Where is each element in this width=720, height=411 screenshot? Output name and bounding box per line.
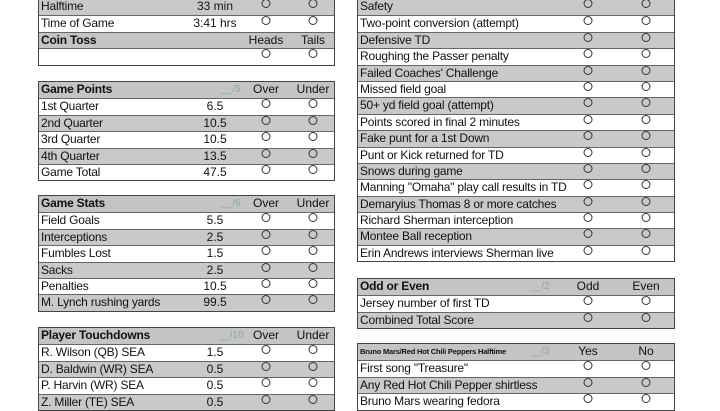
radio-option[interactable] (642, 98, 651, 107)
table-row (358, 163, 674, 179)
radio-option[interactable] (642, 229, 651, 238)
radio-option[interactable] (584, 16, 593, 25)
radio-option[interactable] (642, 213, 651, 222)
column-header: Over (252, 82, 280, 96)
row-label: Points scored in final 2 minutes (360, 114, 520, 129)
column-header: Odd (576, 279, 600, 293)
score-count: __/5 (221, 84, 241, 95)
row-label: Roughing the Passer penalty (360, 49, 509, 64)
radio-option[interactable] (262, 246, 271, 255)
table-row (358, 228, 674, 244)
row-label: Richard Sherman interception (360, 213, 514, 228)
row-value: 10.5 (203, 132, 227, 147)
table-row (39, 262, 334, 278)
row-value: 6.5 (206, 99, 224, 114)
radio-option[interactable] (642, 164, 651, 173)
row-label: Sacks (41, 262, 73, 277)
radio-option[interactable] (642, 16, 651, 25)
row-label: Game Total (41, 164, 101, 179)
radio-option[interactable] (262, 165, 271, 174)
row-label: Bruno Mars wearing fedora (360, 394, 500, 409)
row-label: Fake punt for a 1st Down (360, 131, 490, 146)
radio-option[interactable] (584, 296, 593, 305)
radio-option[interactable] (642, 66, 651, 75)
row-label: M. Lynch rushing yards (41, 295, 161, 310)
row-value: 3:41 hrs (193, 16, 237, 31)
radio-option[interactable] (262, 345, 271, 354)
table-row (358, 212, 674, 228)
radio-option[interactable] (642, 197, 651, 206)
radio-option[interactable] (262, 49, 271, 58)
table-row (358, 114, 674, 130)
section-title: Game Points (41, 82, 113, 96)
table-row (358, 0, 674, 15)
table-row (358, 179, 674, 195)
table-row (39, 164, 334, 180)
radio-option[interactable] (584, 361, 593, 370)
column-header: Tails (300, 32, 326, 47)
column-header: Under (296, 328, 330, 342)
radio-option[interactable] (309, 49, 318, 58)
radio-option[interactable] (309, 230, 318, 239)
table-header (358, 279, 674, 295)
radio-option[interactable] (642, 378, 651, 387)
section-title: Game Stats (41, 196, 106, 210)
table-row (39, 229, 334, 245)
radio-option[interactable] (262, 395, 271, 404)
table-row (39, 0, 334, 15)
radio-option[interactable] (584, 131, 593, 140)
row-label: Fumbles Lost (41, 246, 111, 261)
row-label: D. Baldwin (WR) SEA (41, 361, 154, 376)
radio-option[interactable] (262, 362, 271, 371)
radio-option[interactable] (262, 295, 271, 304)
score-count: __/10 (218, 330, 244, 341)
row-label: Defensive TD (360, 32, 431, 47)
score-count: __/3 (530, 346, 550, 357)
row-label: Z. Miller (TE) SEA (41, 394, 135, 409)
table-row (39, 48, 334, 64)
column-header: Over (252, 196, 280, 210)
radio-option[interactable] (262, 132, 271, 141)
radio-option[interactable] (309, 279, 318, 288)
radio-option[interactable] (642, 131, 651, 140)
radio-option[interactable] (309, 246, 318, 255)
radio-option[interactable] (642, 33, 651, 42)
score-count: __/2 (530, 281, 550, 292)
radio-option[interactable] (262, 99, 271, 108)
radio-option[interactable] (584, 313, 593, 322)
radio-option[interactable] (309, 362, 318, 371)
table-row (358, 360, 674, 376)
radio-option[interactable] (309, 395, 318, 404)
table-props (357, 0, 675, 262)
radio-option[interactable] (262, 116, 271, 125)
table-row (39, 344, 334, 360)
radio-option[interactable] (584, 98, 593, 107)
score-count: __/6 (221, 198, 241, 209)
row-label: Erin Andrews interviews Sherman live (360, 245, 554, 260)
row-value: 0.5 (206, 378, 224, 393)
radio-option[interactable] (584, 229, 593, 238)
radio-option[interactable] (262, 0, 271, 8)
section-title: Bruno Mars/Red Hot Chili Peppers Halftime (360, 347, 506, 356)
table-misc (38, 0, 335, 66)
table-row (39, 245, 334, 261)
row-label: Jersey number of first TD (360, 296, 490, 311)
column-header: Yes (578, 344, 598, 358)
row-label: R. Wilson (QB) SEA (41, 345, 145, 360)
radio-option[interactable] (309, 149, 318, 158)
row-value: 0.5 (206, 361, 224, 376)
table-header (358, 344, 674, 360)
table-row (39, 98, 334, 114)
column-header: Under (296, 82, 330, 96)
radio-option[interactable] (262, 213, 271, 222)
row-label: Demaryius Thomas 8 or more catches (360, 196, 557, 211)
section-title: Coin Toss (41, 32, 97, 47)
table-row (358, 393, 674, 409)
radio-option[interactable] (309, 116, 318, 125)
radio-option[interactable] (642, 148, 651, 157)
row-value: 99.5 (203, 295, 227, 310)
row-label: 3rd Quarter (41, 132, 101, 147)
radio-option[interactable] (642, 296, 651, 305)
radio-option[interactable] (309, 16, 318, 25)
table-row (358, 245, 674, 261)
radio-option[interactable] (262, 263, 271, 272)
table-row (39, 394, 334, 410)
radio-option[interactable] (642, 394, 651, 403)
row-value: 47.5 (203, 164, 227, 179)
table-game-stats (38, 195, 335, 312)
table-row (39, 131, 334, 147)
radio-option[interactable] (584, 394, 593, 403)
table-row (39, 15, 334, 31)
table-row (39, 212, 334, 228)
row-label: 4th Quarter (41, 148, 100, 163)
row-label: Punt or Kick returned for TD (360, 147, 504, 162)
row-label: Two-point conversion (attempt) (360, 16, 519, 31)
radio-option[interactable] (584, 115, 593, 124)
row-value: 2.5 (206, 229, 224, 244)
row-label: Penalties (41, 278, 89, 293)
table-header (39, 328, 334, 344)
table-row (358, 32, 674, 48)
table-header (39, 196, 334, 212)
table-row (358, 295, 674, 311)
column-header: Even (632, 279, 660, 293)
radio-option[interactable] (309, 345, 318, 354)
row-label: Failed Coaches' Challenge (360, 65, 499, 80)
row-value: 33 min (196, 0, 234, 13)
row-label: Halftime (41, 0, 84, 13)
row-value: 5.5 (206, 213, 224, 228)
row-label: First song "Treasure" (360, 361, 468, 376)
table-row (358, 65, 674, 81)
table-game-points (38, 81, 335, 181)
column-header: Under (296, 196, 330, 210)
column-header: Over (252, 328, 280, 342)
radio-option[interactable] (642, 246, 651, 255)
row-value: 2.5 (206, 262, 224, 277)
table-header (39, 82, 334, 98)
radio-option[interactable] (262, 149, 271, 158)
radio-option[interactable] (642, 49, 651, 58)
row-label: 50+ yd field goal (attempt) (360, 98, 494, 113)
radio-option[interactable] (309, 99, 318, 108)
table-row (358, 48, 674, 64)
radio-option[interactable] (309, 378, 318, 387)
table-row (358, 130, 674, 146)
table-row (358, 81, 674, 97)
radio-option[interactable] (309, 0, 318, 8)
table-row (39, 377, 334, 393)
radio-option[interactable] (262, 279, 271, 288)
table-row (39, 361, 334, 377)
table-header (39, 32, 334, 48)
row-value: 0.5 (206, 394, 224, 409)
row-label: Any Red Hot Chili Pepper shirtless (360, 377, 538, 392)
radio-option[interactable] (584, 148, 593, 157)
table-row (39, 294, 334, 310)
row-label: Combined Total Score (360, 312, 474, 327)
section-title: Player Touchdowns (41, 328, 151, 342)
radio-option[interactable] (642, 180, 651, 189)
row-value: 1.5 (206, 246, 224, 261)
radio-option[interactable] (584, 197, 593, 206)
radio-option[interactable] (642, 115, 651, 124)
column-header: Heads (248, 32, 284, 47)
radio-option[interactable] (309, 213, 318, 222)
radio-option[interactable] (309, 132, 318, 141)
radio-option[interactable] (584, 82, 593, 91)
radio-option[interactable] (584, 164, 593, 173)
table-row (358, 15, 674, 31)
row-label: Manning "Omaha" play call results in TD (360, 180, 567, 195)
radio-option[interactable] (262, 378, 271, 387)
table-row (358, 147, 674, 163)
table-row (358, 377, 674, 393)
table-halftime-show (357, 343, 675, 411)
radio-option[interactable] (584, 66, 593, 75)
radio-option[interactable] (642, 313, 651, 322)
row-value: 13.5 (203, 148, 227, 163)
row-label: 1st Quarter (41, 99, 99, 114)
radio-option[interactable] (584, 180, 593, 189)
radio-option[interactable] (642, 82, 651, 91)
row-label: Montee Ball reception (360, 229, 472, 244)
table-row (358, 196, 674, 212)
radio-option[interactable] (309, 165, 318, 174)
section-title: Odd or Even (360, 279, 430, 293)
radio-option[interactable] (584, 246, 593, 255)
table-player-touchdowns (38, 327, 335, 411)
table-row (358, 312, 674, 328)
row-value: 1.5 (206, 345, 224, 360)
row-label: Interceptions (41, 229, 108, 244)
row-label: 2nd Quarter (41, 115, 103, 130)
radio-option[interactable] (262, 230, 271, 239)
row-label: Time of Game (41, 16, 115, 31)
radio-option[interactable] (584, 378, 593, 387)
radio-option[interactable] (584, 0, 593, 8)
radio-option[interactable] (642, 0, 651, 8)
radio-option[interactable] (262, 16, 271, 25)
table-odd-even (357, 278, 675, 329)
row-value: 10.5 (203, 115, 227, 130)
table-row (39, 148, 334, 164)
table-row (39, 115, 334, 131)
row-label: Field Goals (41, 213, 100, 228)
column-header: No (638, 344, 654, 358)
row-label: Safety (360, 0, 393, 13)
row-label: Snows during game (360, 163, 463, 178)
radio-option[interactable] (584, 213, 593, 222)
radio-option[interactable] (642, 361, 651, 370)
table-row (39, 278, 334, 294)
row-label: Missed field goal (360, 81, 446, 96)
radio-option[interactable] (584, 49, 593, 58)
row-value: 10.5 (203, 278, 227, 293)
radio-option[interactable] (309, 295, 318, 304)
table-row (358, 97, 674, 113)
radio-option[interactable] (309, 263, 318, 272)
radio-option[interactable] (584, 33, 593, 42)
row-label: P. Harvin (WR) SEA (41, 378, 144, 393)
